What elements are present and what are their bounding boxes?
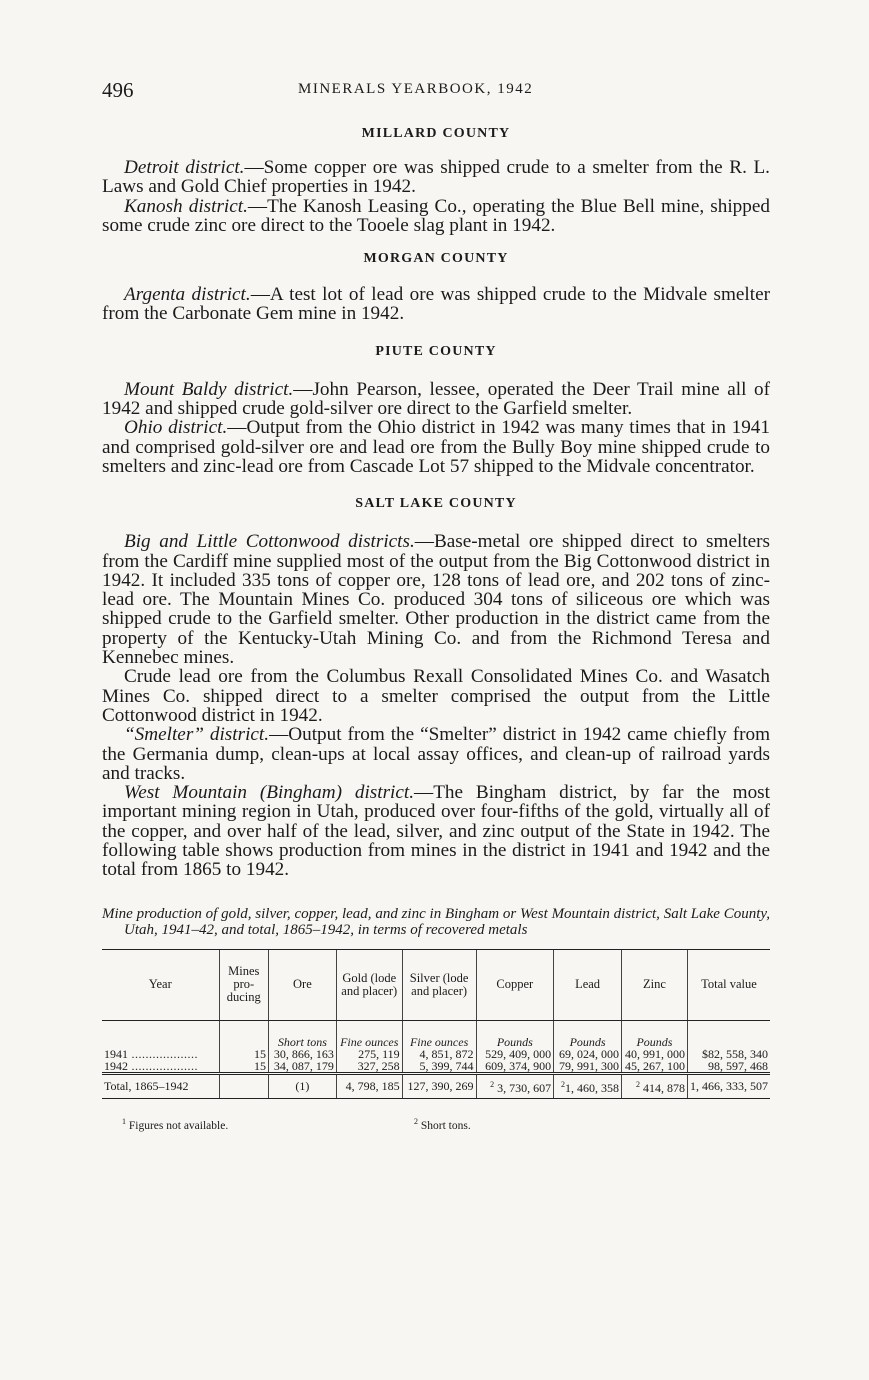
unit-copper: Pounds xyxy=(476,1020,554,1048)
table-header-row xyxy=(102,949,770,1020)
cell-silver: 5, 399, 744 xyxy=(402,1060,476,1074)
lead-in: Ohio district. xyxy=(124,417,228,439)
units-blank xyxy=(102,1020,219,1048)
footnotes xyxy=(102,1117,770,1133)
cell-total-label: Total, 1865–1942 xyxy=(102,1073,219,1098)
cell-value: 1, 460, 358 xyxy=(565,1080,619,1095)
paragraph-text: —The Kanosh Leasing Co., operating the Blue Bell mine, shipped some crude zinc ore direct to the Tooele slag plant in 1942. xyxy=(102,195,770,236)
total-row xyxy=(102,1073,770,1098)
cell-value: 3, 730, 607 xyxy=(497,1080,552,1095)
heading-piute-county: PIUTE COUNTY xyxy=(375,343,497,359)
header-zinc: Zinc xyxy=(622,949,688,1020)
running-head xyxy=(102,78,770,102)
page-number: 496 xyxy=(102,78,134,102)
unit-silver: Fine ounces xyxy=(402,1020,476,1048)
lead-in: Mount Baldy district. xyxy=(124,378,294,400)
footnote-text: Figures not available. xyxy=(128,1119,229,1132)
paragraph-text: —John Pearson, lessee, operated the Deer Trail mine all of 1942 and shipped crude gold-silver ore direct to the Garfield smelter. xyxy=(102,378,771,420)
lead-in: “Smelter” district. xyxy=(124,724,270,746)
cell-zinc xyxy=(622,1073,688,1098)
cell-ore: 34, 087, 179 xyxy=(268,1060,336,1074)
cell-total-value: $82, 558, 340 xyxy=(687,1048,770,1060)
paragraph-text: —Base-metal ore shipped direct to smelters from the Cardiff mine supplied most of the output from the Big Cottonwood district in 1942. It included 335 tons of copper ore, 128 tons of lead ore, and 202 tons of zinc-lead ore. The Mountain Mines Co. produced 304 tons of siliceous ore which was shipped crude to the Garfield smelter. Other production in the district came from the property of the Kentucky-Utah Mining Co. and from the Richmond Teresa and Kennebec mines. xyxy=(102,531,770,669)
lead-in: West Mountain (Bingham) district. xyxy=(124,782,415,804)
cell-gold: 275, 119 xyxy=(336,1048,402,1060)
footnote-ref: 2 xyxy=(490,1079,495,1089)
cell-silver: 127, 390, 269 xyxy=(402,1073,476,1098)
heading-salt-lake-county: SALT LAKE COUNTY xyxy=(355,496,517,512)
cell-copper: 529, 409, 000 xyxy=(476,1048,554,1060)
table-row xyxy=(102,1060,770,1074)
cell-total-value: 98, 597, 468 xyxy=(687,1060,770,1074)
footnote-ref: 2 xyxy=(635,1079,640,1089)
paragraph-text: Crude lead ore from the Columbus Rexall Consolidated Mines Co. and Wasatch Mines Co. shipped direct to a smelter comprised the output from the Little Cottonwood district in 1942. xyxy=(102,666,770,726)
footnote-ref: 2 xyxy=(561,1079,565,1089)
table-row xyxy=(102,1048,770,1060)
paragraph-text: —Some copper ore was shipped crude to a smelter from the R. L. Laws and Gold Chief properties in 1942. xyxy=(102,157,770,198)
paragraph-argenta-district xyxy=(102,285,770,324)
cell-silver: 4, 851, 872 xyxy=(402,1048,476,1060)
lead-in: Argenta district. xyxy=(124,284,251,306)
heading-morgan-county: MORGAN COUNTY xyxy=(363,251,509,267)
cell-ore: 30, 866, 163 xyxy=(268,1048,336,1060)
paragraph-detroit-district xyxy=(102,158,770,197)
lead-in: Big and Little Cottonwood districts. xyxy=(124,531,415,553)
table-caption: Mine production of gold, silver, copper, lead, and zinc in Bingham or West Mountain district, Salt Lake County, Utah, 1941–42, and total, 1865–1942, in terms of recovered metals xyxy=(102,905,770,939)
header-ore: Ore xyxy=(268,949,336,1020)
cell-value: 414, 878 xyxy=(642,1080,685,1095)
paragraph-ohio-district xyxy=(102,418,770,476)
footnote-mark: 1 xyxy=(122,1116,126,1126)
paragraph-text: —Output from the “Smelter” district in 1942 came chiefly from the Germania dump, clean-ups at local assay offices, and clean-up of railroad yards and tracks. xyxy=(102,724,771,784)
footnote-mark: 2 xyxy=(414,1116,418,1126)
production-table xyxy=(102,949,770,1099)
cell-copper xyxy=(476,1073,554,1098)
cell-total-value: 1, 466, 333, 507 xyxy=(687,1073,770,1098)
cell-copper: 609, 374, 900 xyxy=(476,1060,554,1074)
unit-ore: Short tons xyxy=(268,1020,336,1048)
cell-gold: 4, 798, 185 xyxy=(336,1073,402,1098)
paragraph-smelter-district xyxy=(102,725,770,783)
unit-zinc: Pounds xyxy=(622,1020,688,1048)
cell-mines: 15 xyxy=(219,1048,268,1060)
body-text xyxy=(102,118,770,1133)
cell-lead: 79, 991, 300 xyxy=(554,1060,622,1074)
cell-zinc: 45, 267, 100 xyxy=(622,1060,688,1074)
cell-year: 1942 ..... xyxy=(102,1060,219,1074)
paragraph-text: —Output from the Ohio district in 1942 was many times that in 1941 and comprised gold-silver ore and lead ore from the Bully Boy mine shipped crude to smelters and zinc-lead ore from Cascade Lot 57 shipped to the Midvale concentrator. xyxy=(102,417,770,477)
cell-year: 1941 ..... xyxy=(102,1048,219,1060)
paragraph-cottonwood-districts xyxy=(102,532,770,667)
lead-in: Detroit district. xyxy=(124,157,245,178)
paragraph-mount-baldy-district xyxy=(102,380,770,419)
running-title: MINERALS YEARBOOK, 1942 xyxy=(298,81,534,97)
cell-mines xyxy=(219,1073,268,1098)
paragraph-bingham-district xyxy=(102,783,770,879)
units-blank xyxy=(687,1020,770,1048)
cell-zinc: 40, 991, 000 xyxy=(622,1048,688,1060)
paragraph-little-cottonwood xyxy=(102,667,770,725)
heading-millard-county: MILLARD COUNTY xyxy=(361,126,511,141)
paragraph-kanosh-district xyxy=(102,197,770,236)
lead-in: Kanosh district. xyxy=(124,195,248,217)
footnote xyxy=(122,1117,228,1132)
footnote-ref: 1 xyxy=(299,1079,306,1094)
header-gold: Gold (lode and placer) xyxy=(336,949,402,1020)
cell-lead: 69, 024, 000 xyxy=(554,1048,622,1060)
units-row xyxy=(102,1020,770,1048)
unit-gold: Fine ounces xyxy=(336,1020,402,1048)
header-mines: Mines pro- ducing xyxy=(219,949,268,1020)
footnote-text: Short tons. xyxy=(420,1119,471,1132)
header-silver: Silver (lode and placer) xyxy=(402,949,476,1020)
header-total-value: Total value xyxy=(687,949,770,1020)
unit-lead: Pounds xyxy=(554,1020,622,1048)
header-year: Year xyxy=(102,949,219,1020)
cell-ore: (1) xyxy=(268,1073,336,1098)
cell-gold: 327, 258 xyxy=(336,1060,402,1074)
units-blank xyxy=(219,1020,268,1048)
paragraph-text: —The Bingham district, by far the most important mining region in Utah, produced over four-fifths of the gold, virtually all of the copper, and over half of the lead, silver, and zinc output of the State in 1942. The following table shows production from mines in the district in 1941 and 1942 and the total from 1865 to 1942. xyxy=(102,782,770,881)
footnote xyxy=(414,1117,471,1132)
header-copper: Copper xyxy=(476,949,554,1020)
header-lead: Lead xyxy=(554,949,622,1020)
paragraph-text: —A test lot of lead ore was shipped crude to the Midvale smelter from the Carbonate Gem mine in 1942. xyxy=(102,284,770,325)
cell-lead xyxy=(554,1073,622,1098)
cell-mines: 15 xyxy=(219,1060,268,1074)
